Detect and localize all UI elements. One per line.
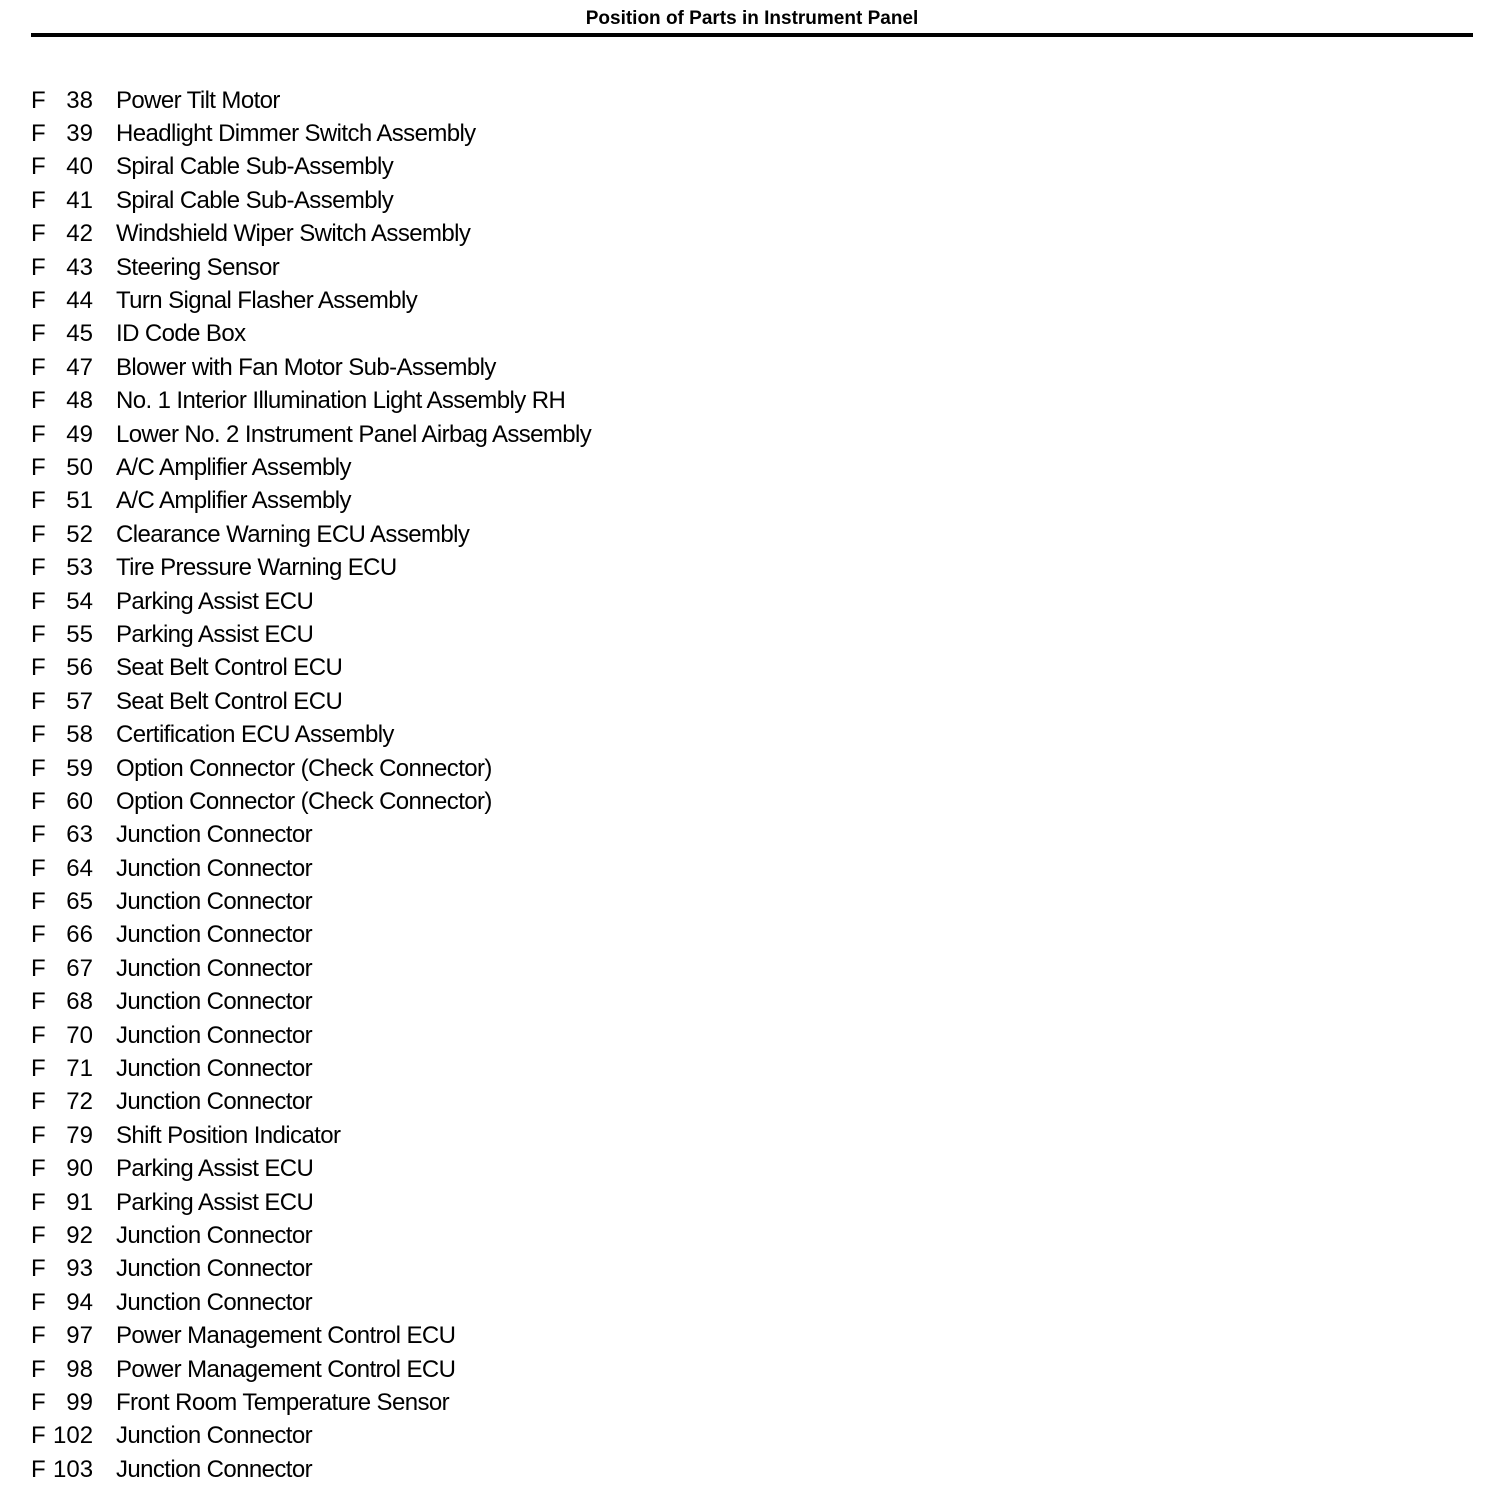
part-row	[31, 652, 591, 685]
part-number: 102	[53, 1422, 94, 1450]
part-prefix: F	[31, 754, 46, 782]
part-number: 94	[66, 1288, 93, 1316]
part-prefix: F	[31, 1422, 46, 1450]
part-prefix: F	[31, 1455, 46, 1483]
part-name: Parking Assist ECU	[116, 587, 314, 615]
part-name: Junction Connector	[116, 954, 312, 982]
part-row	[31, 885, 591, 918]
part-name: Option Connector (Check Connector)	[116, 787, 492, 815]
part-prefix: F	[31, 487, 46, 515]
part-number: 59	[66, 754, 93, 782]
part-number: 103	[53, 1455, 94, 1483]
part-prefix: F	[31, 954, 46, 982]
part-row	[31, 1019, 591, 1052]
part-row	[31, 1319, 591, 1352]
part-name: No. 1 Interior Illumination Light Assembly RH	[116, 387, 566, 415]
part-row	[31, 1420, 591, 1453]
page-title: Position of Parts in Instrument Panel	[585, 8, 919, 29]
part-prefix: F	[31, 120, 46, 148]
part-name: Seat Belt Control ECU	[116, 687, 343, 715]
part-row	[31, 518, 591, 551]
part-prefix: F	[31, 287, 46, 315]
part-row	[31, 919, 591, 952]
part-number: 65	[66, 888, 93, 916]
part-name: Option Connector (Check Connector)	[116, 754, 492, 782]
part-row	[31, 1286, 591, 1319]
part-name: Junction Connector	[116, 1288, 312, 1316]
part-name: Power Management Control ECU	[116, 1355, 456, 1383]
part-number: 99	[66, 1388, 93, 1416]
part-number: 41	[66, 186, 93, 214]
part-number: 48	[66, 387, 93, 415]
part-row	[31, 1153, 591, 1186]
part-number: 54	[66, 587, 93, 615]
part-number: 49	[66, 420, 93, 448]
part-name: Headlight Dimmer Switch Assembly	[116, 120, 476, 148]
part-name: Parking Assist ECU	[116, 620, 314, 648]
part-name: Tire Pressure Warning ECU	[116, 554, 397, 582]
part-prefix: F	[31, 1322, 46, 1350]
part-row	[31, 284, 591, 317]
part-number: 70	[66, 1021, 93, 1049]
part-number: 60	[66, 787, 93, 815]
part-name: Junction Connector	[116, 1088, 312, 1116]
part-row	[31, 585, 591, 618]
part-number: 53	[66, 554, 93, 582]
part-prefix: F	[31, 921, 46, 949]
part-name: Parking Assist ECU	[116, 1155, 314, 1183]
part-row	[31, 184, 591, 217]
part-number: 71	[66, 1055, 93, 1083]
part-name: Junction Connector	[116, 821, 312, 849]
part-number: 56	[66, 654, 93, 682]
part-row	[31, 1386, 591, 1419]
part-name: ID Code Box	[116, 320, 246, 348]
part-name: Spiral Cable Sub-Assembly	[116, 153, 394, 181]
part-number: 50	[66, 453, 93, 481]
part-row	[31, 418, 591, 451]
part-prefix: F	[31, 1021, 46, 1049]
part-prefix: F	[31, 186, 46, 214]
part-number: 43	[66, 253, 93, 281]
part-name: A/C Amplifier Assembly	[116, 453, 351, 481]
part-prefix: F	[31, 420, 46, 448]
part-prefix: F	[31, 1221, 46, 1249]
part-number: 47	[66, 353, 93, 381]
part-row	[31, 218, 591, 251]
part-number: 57	[66, 687, 93, 715]
part-row	[31, 618, 591, 651]
part-name: Blower with Fan Motor Sub-Assembly	[116, 353, 496, 381]
part-row	[31, 685, 591, 718]
part-row	[31, 551, 591, 584]
part-number: 51	[66, 487, 93, 515]
part-row	[31, 785, 591, 818]
part-prefix: F	[31, 1255, 46, 1283]
part-number: 92	[66, 1221, 93, 1249]
part-row	[31, 1453, 591, 1486]
part-prefix: F	[31, 153, 46, 181]
part-prefix: F	[31, 654, 46, 682]
part-number: 39	[66, 120, 93, 148]
part-name: Turn Signal Flasher Assembly	[116, 287, 418, 315]
part-number: 68	[66, 988, 93, 1016]
part-number: 40	[66, 153, 93, 181]
part-prefix: F	[31, 721, 46, 749]
part-prefix: F	[31, 787, 46, 815]
part-row	[31, 151, 591, 184]
part-prefix: F	[31, 620, 46, 648]
part-row	[31, 1086, 591, 1119]
part-number: 79	[66, 1121, 93, 1149]
part-row	[31, 351, 591, 384]
part-name: Seat Belt Control ECU	[116, 654, 343, 682]
part-name: Clearance Warning ECU Assembly	[116, 520, 470, 548]
part-row	[31, 84, 591, 117]
part-row	[31, 1253, 591, 1286]
part-prefix: F	[31, 1088, 46, 1116]
part-name: Junction Connector	[116, 1422, 312, 1450]
part-name: Steering Sensor	[116, 253, 280, 281]
part-number: 42	[66, 220, 93, 248]
part-name: Junction Connector	[116, 1055, 312, 1083]
part-name: Spiral Cable Sub-Assembly	[116, 186, 394, 214]
part-number: 58	[66, 721, 93, 749]
part-name: Parking Assist ECU	[116, 1188, 314, 1216]
part-prefix: F	[31, 453, 46, 481]
part-name: Junction Connector	[116, 988, 312, 1016]
part-prefix: F	[31, 1388, 46, 1416]
parts-list	[31, 84, 591, 1486]
part-number: 55	[66, 620, 93, 648]
part-row	[31, 451, 591, 484]
part-row	[31, 1119, 591, 1152]
part-row	[31, 752, 591, 785]
part-prefix: F	[31, 353, 46, 381]
part-name: A/C Amplifier Assembly	[116, 487, 351, 515]
part-prefix: F	[31, 1121, 46, 1149]
part-row	[31, 1186, 591, 1219]
part-row	[31, 117, 591, 150]
part-row	[31, 1353, 591, 1386]
part-name: Certification ECU Assembly	[116, 721, 394, 749]
part-number: 38	[66, 86, 93, 114]
part-name: Power Management Control ECU	[116, 1322, 456, 1350]
part-number: 98	[66, 1355, 93, 1383]
part-prefix: F	[31, 687, 46, 715]
part-number: 66	[66, 921, 93, 949]
part-number: 64	[66, 854, 93, 882]
part-name: Windshield Wiper Switch Assembly	[116, 220, 471, 248]
part-prefix: F	[31, 253, 46, 281]
part-prefix: F	[31, 554, 46, 582]
part-name: Junction Connector	[116, 854, 312, 882]
part-number: 91	[66, 1188, 93, 1216]
part-prefix: F	[31, 1055, 46, 1083]
part-prefix: F	[31, 320, 46, 348]
part-name: Junction Connector	[116, 1021, 312, 1049]
part-row	[31, 952, 591, 985]
part-prefix: F	[31, 86, 46, 114]
part-row	[31, 318, 591, 351]
part-row	[31, 852, 591, 885]
part-number: 67	[66, 954, 93, 982]
part-row	[31, 986, 591, 1019]
part-name: Junction Connector	[116, 1221, 312, 1249]
part-number: 44	[66, 287, 93, 315]
part-name: Lower No. 2 Instrument Panel Airbag Assembly	[116, 420, 592, 448]
part-prefix: F	[31, 387, 46, 415]
part-prefix: F	[31, 1155, 46, 1183]
part-name: Junction Connector	[116, 888, 312, 916]
title-divider	[31, 33, 1473, 37]
part-row	[31, 718, 591, 751]
part-number: 72	[66, 1088, 93, 1116]
part-row	[31, 1219, 591, 1252]
part-row	[31, 1052, 591, 1085]
part-row	[31, 485, 591, 518]
part-row	[31, 385, 591, 418]
part-name: Power Tilt Motor	[116, 86, 280, 114]
part-name: Junction Connector	[116, 921, 312, 949]
part-prefix: F	[31, 220, 46, 248]
part-prefix: F	[31, 1355, 46, 1383]
part-row	[31, 819, 591, 852]
part-prefix: F	[31, 1188, 46, 1216]
part-prefix: F	[31, 854, 46, 882]
part-number: 97	[66, 1322, 93, 1350]
part-prefix: F	[31, 587, 46, 615]
part-name: Shift Position Indicator	[116, 1121, 341, 1149]
part-prefix: F	[31, 821, 46, 849]
part-number: 90	[66, 1155, 93, 1183]
part-number: 93	[66, 1255, 93, 1283]
part-number: 45	[66, 320, 93, 348]
part-prefix: F	[31, 520, 46, 548]
part-name: Junction Connector	[116, 1455, 312, 1483]
part-number: 52	[66, 520, 93, 548]
part-prefix: F	[31, 1288, 46, 1316]
part-name: Front Room Temperature Sensor	[116, 1388, 449, 1416]
part-row	[31, 251, 591, 284]
part-name: Junction Connector	[116, 1255, 312, 1283]
part-prefix: F	[31, 988, 46, 1016]
part-prefix: F	[31, 888, 46, 916]
part-number: 63	[66, 821, 93, 849]
